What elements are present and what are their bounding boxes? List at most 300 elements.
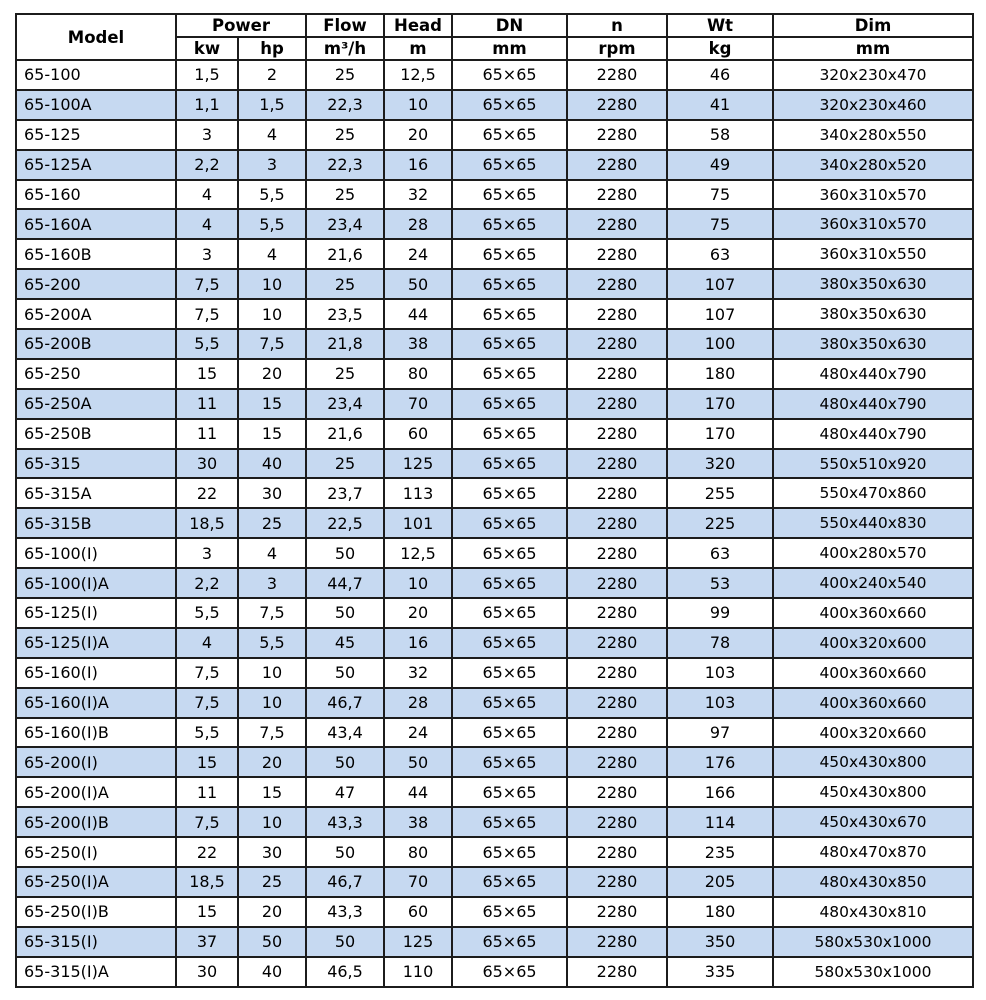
rpm-cell: 2280 [567,180,667,210]
head-cell: 20 [384,120,452,150]
power-hp-cell: 25 [238,867,306,897]
head-cell: 16 [384,150,452,180]
weight-cell: 63 [667,538,773,568]
weight-cell: 176 [667,747,773,777]
rpm-cell: 2280 [567,807,667,837]
flow-cell: 50 [306,658,384,688]
table-row [16,449,973,479]
flow-cell: 43,4 [306,718,384,748]
model-cell: 65-250(I)B [16,897,176,927]
head-cell: 28 [384,688,452,718]
table-row [16,180,973,210]
head-cell: 80 [384,837,452,867]
model-cell: 65-315(I)A [16,957,176,987]
dim-cell: 480x430x850 [773,867,973,897]
rpm-cell: 2280 [567,658,667,688]
dim-cell: 450x430x800 [773,747,973,777]
model-cell: 65-200A [16,299,176,329]
head-cell: 28 [384,209,452,239]
dim-cell: 400x320x600 [773,628,973,658]
model-cell: 65-315A [16,478,176,508]
dim-cell: 380x350x630 [773,299,973,329]
dim-cell: 480x440x790 [773,419,973,449]
flow-cell: 43,3 [306,897,384,927]
model-cell: 65-250A [16,389,176,419]
flow-cell: 21,8 [306,329,384,359]
model-cell: 65-250 [16,359,176,389]
power-kw-cell: 5,5 [176,598,238,628]
power-hp-cell: 5,5 [238,628,306,658]
weight-cell: 99 [667,598,773,628]
table-row [16,329,973,359]
head-cell: 38 [384,329,452,359]
model-cell: 65-200B [16,329,176,359]
flow-cell: 21,6 [306,419,384,449]
dim-cell: 450x430x800 [773,777,973,807]
table-row [16,837,973,867]
power-kw-cell: 30 [176,449,238,479]
power-hp-cell: 1,5 [238,90,306,120]
power-hp-cell: 4 [238,239,306,269]
weight-cell: 49 [667,150,773,180]
dn-cell: 65×65 [452,927,567,957]
flow-cell: 46,7 [306,867,384,897]
rpm-cell: 2280 [567,927,667,957]
unit-kw: kw [176,37,238,60]
power-kw-cell: 1,5 [176,60,238,90]
rpm-cell: 2280 [567,897,667,927]
power-kw-cell: 15 [176,897,238,927]
table-row [16,568,973,598]
flow-cell: 25 [306,120,384,150]
col-header-wt: Wt [667,14,773,37]
power-hp-cell: 4 [238,538,306,568]
model-cell: 65-125 [16,120,176,150]
col-header-dim: Dim [773,14,973,37]
rpm-cell: 2280 [567,957,667,987]
model-cell: 65-125A [16,150,176,180]
head-cell: 113 [384,478,452,508]
unit-dim: mm [773,37,973,60]
weight-cell: 225 [667,508,773,538]
model-cell: 65-160B [16,239,176,269]
table-row [16,209,973,239]
power-hp-cell: 3 [238,150,306,180]
model-cell: 65-200(I) [16,747,176,777]
flow-cell: 46,5 [306,957,384,987]
power-hp-cell: 10 [238,807,306,837]
rpm-cell: 2280 [567,718,667,748]
power-kw-cell: 4 [176,209,238,239]
weight-cell: 170 [667,389,773,419]
rpm-cell: 2280 [567,837,667,867]
unit-n: rpm [567,37,667,60]
dn-cell: 65×65 [452,120,567,150]
table-row [16,150,973,180]
head-cell: 12,5 [384,60,452,90]
power-hp-cell: 2 [238,60,306,90]
power-kw-cell: 5,5 [176,718,238,748]
head-cell: 125 [384,927,452,957]
flow-cell: 23,7 [306,478,384,508]
power-hp-cell: 5,5 [238,209,306,239]
dim-cell: 360x310x550 [773,239,973,269]
weight-cell: 180 [667,897,773,927]
power-kw-cell: 3 [176,239,238,269]
flow-cell: 45 [306,628,384,658]
table-row [16,628,973,658]
dim-cell: 480x430x810 [773,897,973,927]
table-row [16,239,973,269]
power-hp-cell: 10 [238,658,306,688]
table-row [16,867,973,897]
table-row [16,389,973,419]
flow-cell: 22,3 [306,90,384,120]
table-row [16,359,973,389]
power-kw-cell: 3 [176,538,238,568]
head-cell: 24 [384,239,452,269]
head-cell: 70 [384,867,452,897]
rpm-cell: 2280 [567,688,667,718]
unit-head: m [384,37,452,60]
head-cell: 12,5 [384,538,452,568]
power-hp-cell: 15 [238,389,306,419]
weight-cell: 107 [667,269,773,299]
dim-cell: 580x530x1000 [773,927,973,957]
flow-cell: 22,5 [306,508,384,538]
rpm-cell: 2280 [567,538,667,568]
power-kw-cell: 2,2 [176,150,238,180]
rpm-cell: 2280 [567,329,667,359]
model-cell: 65-160(I)B [16,718,176,748]
model-cell: 65-200(I)B [16,807,176,837]
power-kw-cell: 15 [176,747,238,777]
head-cell: 16 [384,628,452,658]
table-row [16,688,973,718]
dim-cell: 340x280x520 [773,150,973,180]
rpm-cell: 2280 [567,209,667,239]
power-kw-cell: 7,5 [176,269,238,299]
model-cell: 65-315 [16,449,176,479]
weight-cell: 320 [667,449,773,479]
power-hp-cell: 10 [238,269,306,299]
dn-cell: 65×65 [452,478,567,508]
dim-cell: 400x320x660 [773,718,973,748]
head-cell: 44 [384,299,452,329]
power-kw-cell: 11 [176,389,238,419]
power-hp-cell: 25 [238,508,306,538]
dn-cell: 65×65 [452,150,567,180]
flow-cell: 25 [306,359,384,389]
power-kw-cell: 5,5 [176,329,238,359]
flow-cell: 50 [306,927,384,957]
power-kw-cell: 3 [176,120,238,150]
dim-cell: 550x510x920 [773,449,973,479]
table-row [16,478,973,508]
flow-cell: 23,5 [306,299,384,329]
weight-cell: 350 [667,927,773,957]
table-row [16,269,973,299]
model-cell: 65-100A [16,90,176,120]
dn-cell: 65×65 [452,837,567,867]
col-header-head: Head [384,14,452,37]
dim-cell: 400x360x660 [773,658,973,688]
table-row [16,419,973,449]
flow-cell: 46,7 [306,688,384,718]
rpm-cell: 2280 [567,299,667,329]
model-cell: 65-250(I)A [16,867,176,897]
dn-cell: 65×65 [452,419,567,449]
head-cell: 32 [384,658,452,688]
dn-cell: 65×65 [452,538,567,568]
weight-cell: 97 [667,718,773,748]
power-hp-cell: 10 [238,688,306,718]
col-header-power: Power [176,14,306,37]
table-row [16,777,973,807]
power-kw-cell: 18,5 [176,508,238,538]
dn-cell: 65×65 [452,628,567,658]
model-cell: 65-100(I) [16,538,176,568]
col-header-dn: DN [452,14,567,37]
dn-cell: 65×65 [452,508,567,538]
col-header-model: Model [16,14,176,60]
dim-cell: 320x230x470 [773,60,973,90]
head-cell: 10 [384,568,452,598]
dim-cell: 450x430x670 [773,807,973,837]
power-kw-cell: 11 [176,777,238,807]
table-row [16,957,973,987]
weight-cell: 41 [667,90,773,120]
table-row [16,897,973,927]
flow-cell: 50 [306,747,384,777]
dn-cell: 65×65 [452,60,567,90]
head-cell: 60 [384,897,452,927]
dn-cell: 65×65 [452,90,567,120]
flow-cell: 23,4 [306,389,384,419]
dn-cell: 65×65 [452,897,567,927]
model-cell: 65-200 [16,269,176,299]
dim-cell: 400x360x660 [773,688,973,718]
dn-cell: 65×65 [452,568,567,598]
head-cell: 24 [384,718,452,748]
table-header [16,14,973,60]
weight-cell: 335 [667,957,773,987]
col-header-flow: Flow [306,14,384,37]
rpm-cell: 2280 [567,239,667,269]
flow-cell: 25 [306,449,384,479]
table-row [16,927,973,957]
rpm-cell: 2280 [567,359,667,389]
power-hp-cell: 15 [238,777,306,807]
dim-cell: 400x280x570 [773,538,973,568]
dim-cell: 360x310x570 [773,180,973,210]
dn-cell: 65×65 [452,807,567,837]
model-cell: 65-125(I)A [16,628,176,658]
dim-cell: 480x470x870 [773,837,973,867]
unit-flow: m³/h [306,37,384,60]
rpm-cell: 2280 [567,568,667,598]
model-cell: 65-160(I) [16,658,176,688]
dim-cell: 400x360x660 [773,598,973,628]
power-hp-cell: 20 [238,747,306,777]
dn-cell: 65×65 [452,449,567,479]
model-cell: 65-100(I)A [16,568,176,598]
rpm-cell: 2280 [567,449,667,479]
model-cell: 65-315B [16,508,176,538]
table-row [16,658,973,688]
power-hp-cell: 15 [238,419,306,449]
table-row [16,90,973,120]
head-cell: 110 [384,957,452,987]
table-row [16,299,973,329]
flow-cell: 43,3 [306,807,384,837]
weight-cell: 78 [667,628,773,658]
power-kw-cell: 30 [176,957,238,987]
dim-cell: 580x530x1000 [773,957,973,987]
table-row [16,508,973,538]
power-hp-cell: 4 [238,120,306,150]
rpm-cell: 2280 [567,150,667,180]
model-cell: 65-160(I)A [16,688,176,718]
head-cell: 60 [384,419,452,449]
dn-cell: 65×65 [452,718,567,748]
dn-cell: 65×65 [452,389,567,419]
model-cell: 65-125(I) [16,598,176,628]
weight-cell: 103 [667,658,773,688]
unit-hp: hp [238,37,306,60]
power-hp-cell: 7,5 [238,329,306,359]
dim-cell: 550x470x860 [773,478,973,508]
rpm-cell: 2280 [567,478,667,508]
dn-cell: 65×65 [452,299,567,329]
rpm-cell: 2280 [567,120,667,150]
power-kw-cell: 4 [176,628,238,658]
flow-cell: 50 [306,538,384,568]
table-row [16,120,973,150]
model-cell: 65-100 [16,60,176,90]
weight-cell: 63 [667,239,773,269]
power-kw-cell: 2,2 [176,568,238,598]
power-kw-cell: 37 [176,927,238,957]
head-cell: 101 [384,508,452,538]
table-row [16,807,973,837]
power-kw-cell: 11 [176,419,238,449]
rpm-cell: 2280 [567,90,667,120]
dn-cell: 65×65 [452,777,567,807]
head-cell: 50 [384,747,452,777]
power-hp-cell: 40 [238,957,306,987]
flow-cell: 25 [306,60,384,90]
model-cell: 65-315(I) [16,927,176,957]
head-cell: 70 [384,389,452,419]
power-hp-cell: 30 [238,478,306,508]
rpm-cell: 2280 [567,389,667,419]
dim-cell: 380x350x630 [773,329,973,359]
flow-cell: 47 [306,777,384,807]
dn-cell: 65×65 [452,239,567,269]
flow-cell: 22,3 [306,150,384,180]
dn-cell: 65×65 [452,598,567,628]
flow-cell: 25 [306,180,384,210]
weight-cell: 58 [667,120,773,150]
dim-cell: 400x240x540 [773,568,973,598]
rpm-cell: 2280 [567,628,667,658]
dn-cell: 65×65 [452,747,567,777]
power-hp-cell: 7,5 [238,598,306,628]
head-cell: 32 [384,180,452,210]
head-cell: 20 [384,598,452,628]
model-cell: 65-160 [16,180,176,210]
weight-cell: 205 [667,867,773,897]
flow-cell: 50 [306,598,384,628]
table-row [16,718,973,748]
model-cell: 65-250B [16,419,176,449]
weight-cell: 103 [667,688,773,718]
dn-cell: 65×65 [452,269,567,299]
header-row-titles [16,14,973,37]
dim-cell: 550x440x830 [773,508,973,538]
power-hp-cell: 20 [238,897,306,927]
head-cell: 38 [384,807,452,837]
unit-dn: mm [452,37,567,60]
head-cell: 125 [384,449,452,479]
power-kw-cell: 18,5 [176,867,238,897]
rpm-cell: 2280 [567,867,667,897]
model-cell: 65-200(I)A [16,777,176,807]
model-cell: 65-250(I) [16,837,176,867]
rpm-cell: 2280 [567,419,667,449]
dn-cell: 65×65 [452,180,567,210]
power-kw-cell: 7,5 [176,299,238,329]
weight-cell: 235 [667,837,773,867]
power-kw-cell: 7,5 [176,688,238,718]
power-hp-cell: 3 [238,568,306,598]
power-hp-cell: 5,5 [238,180,306,210]
weight-cell: 114 [667,807,773,837]
head-cell: 80 [384,359,452,389]
dim-cell: 480x440x790 [773,359,973,389]
table-row [16,60,973,90]
power-hp-cell: 30 [238,837,306,867]
rpm-cell: 2280 [567,598,667,628]
model-cell: 65-160A [16,209,176,239]
dn-cell: 65×65 [452,688,567,718]
dim-cell: 480x440x790 [773,389,973,419]
weight-cell: 46 [667,60,773,90]
weight-cell: 166 [667,777,773,807]
power-kw-cell: 7,5 [176,658,238,688]
dim-cell: 380x350x630 [773,269,973,299]
power-kw-cell: 4 [176,180,238,210]
weight-cell: 107 [667,299,773,329]
power-kw-cell: 15 [176,359,238,389]
weight-cell: 53 [667,568,773,598]
table-row [16,538,973,568]
power-hp-cell: 40 [238,449,306,479]
head-cell: 50 [384,269,452,299]
unit-wt: kg [667,37,773,60]
weight-cell: 100 [667,329,773,359]
flow-cell: 50 [306,837,384,867]
dn-cell: 65×65 [452,329,567,359]
table-row [16,747,973,777]
rpm-cell: 2280 [567,777,667,807]
rpm-cell: 2280 [567,747,667,777]
col-header-n: n [567,14,667,37]
dn-cell: 65×65 [452,867,567,897]
pump-spec-table [15,13,974,988]
flow-cell: 25 [306,269,384,299]
